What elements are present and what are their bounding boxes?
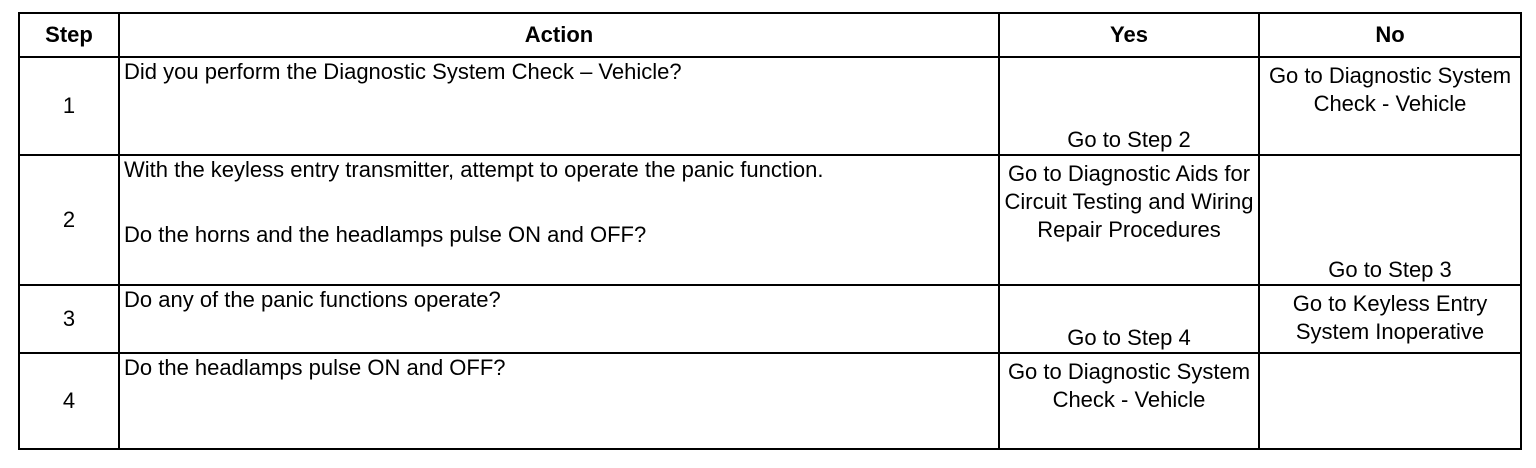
header-no: No <box>1259 13 1521 57</box>
yes-outcome: Go to Step 2 <box>999 57 1259 155</box>
no-outcome: Go to Diagnostic System Check - Vehicle <box>1259 57 1521 155</box>
header-step: Step <box>19 13 119 57</box>
yes-outcome: Go to Step 4 <box>999 285 1259 353</box>
action-text: Did you perform the Diagnostic System Check – Vehicle? <box>119 57 999 155</box>
diagnostic-table <box>18 12 1522 450</box>
table-row <box>19 155 1521 285</box>
table-row <box>19 57 1521 155</box>
header-yes: Yes <box>999 13 1259 57</box>
header-action: Action <box>119 13 999 57</box>
no-outcome: Go to Step 3 <box>1259 155 1521 285</box>
header-row <box>19 13 1521 57</box>
action-text: With the keyless entry transmitter, attempt to operate the panic function. <box>124 157 824 182</box>
step-number: 1 <box>19 57 119 155</box>
step-number: 3 <box>19 285 119 353</box>
action-question: Do the horns and the headlamps pulse ON and OFF? <box>124 222 647 247</box>
diagnostic-table-container <box>18 12 1522 450</box>
no-outcome <box>1259 353 1521 449</box>
action-text: Do any of the panic functions operate? <box>119 285 999 353</box>
action-text: Do the headlamps pulse ON and OFF? <box>119 353 999 449</box>
step-number: 4 <box>19 353 119 449</box>
step-number: 2 <box>19 155 119 285</box>
action-cell <box>119 155 999 285</box>
yes-outcome: Go to Diagnostic System Check - Vehicle <box>999 353 1259 449</box>
yes-outcome: Go to Diagnostic Aids for Circuit Testing and Wiring Repair Procedures <box>999 155 1259 285</box>
table-row <box>19 285 1521 353</box>
no-outcome: Go to Keyless Entry System Inoperative <box>1259 285 1521 353</box>
table-row <box>19 353 1521 449</box>
